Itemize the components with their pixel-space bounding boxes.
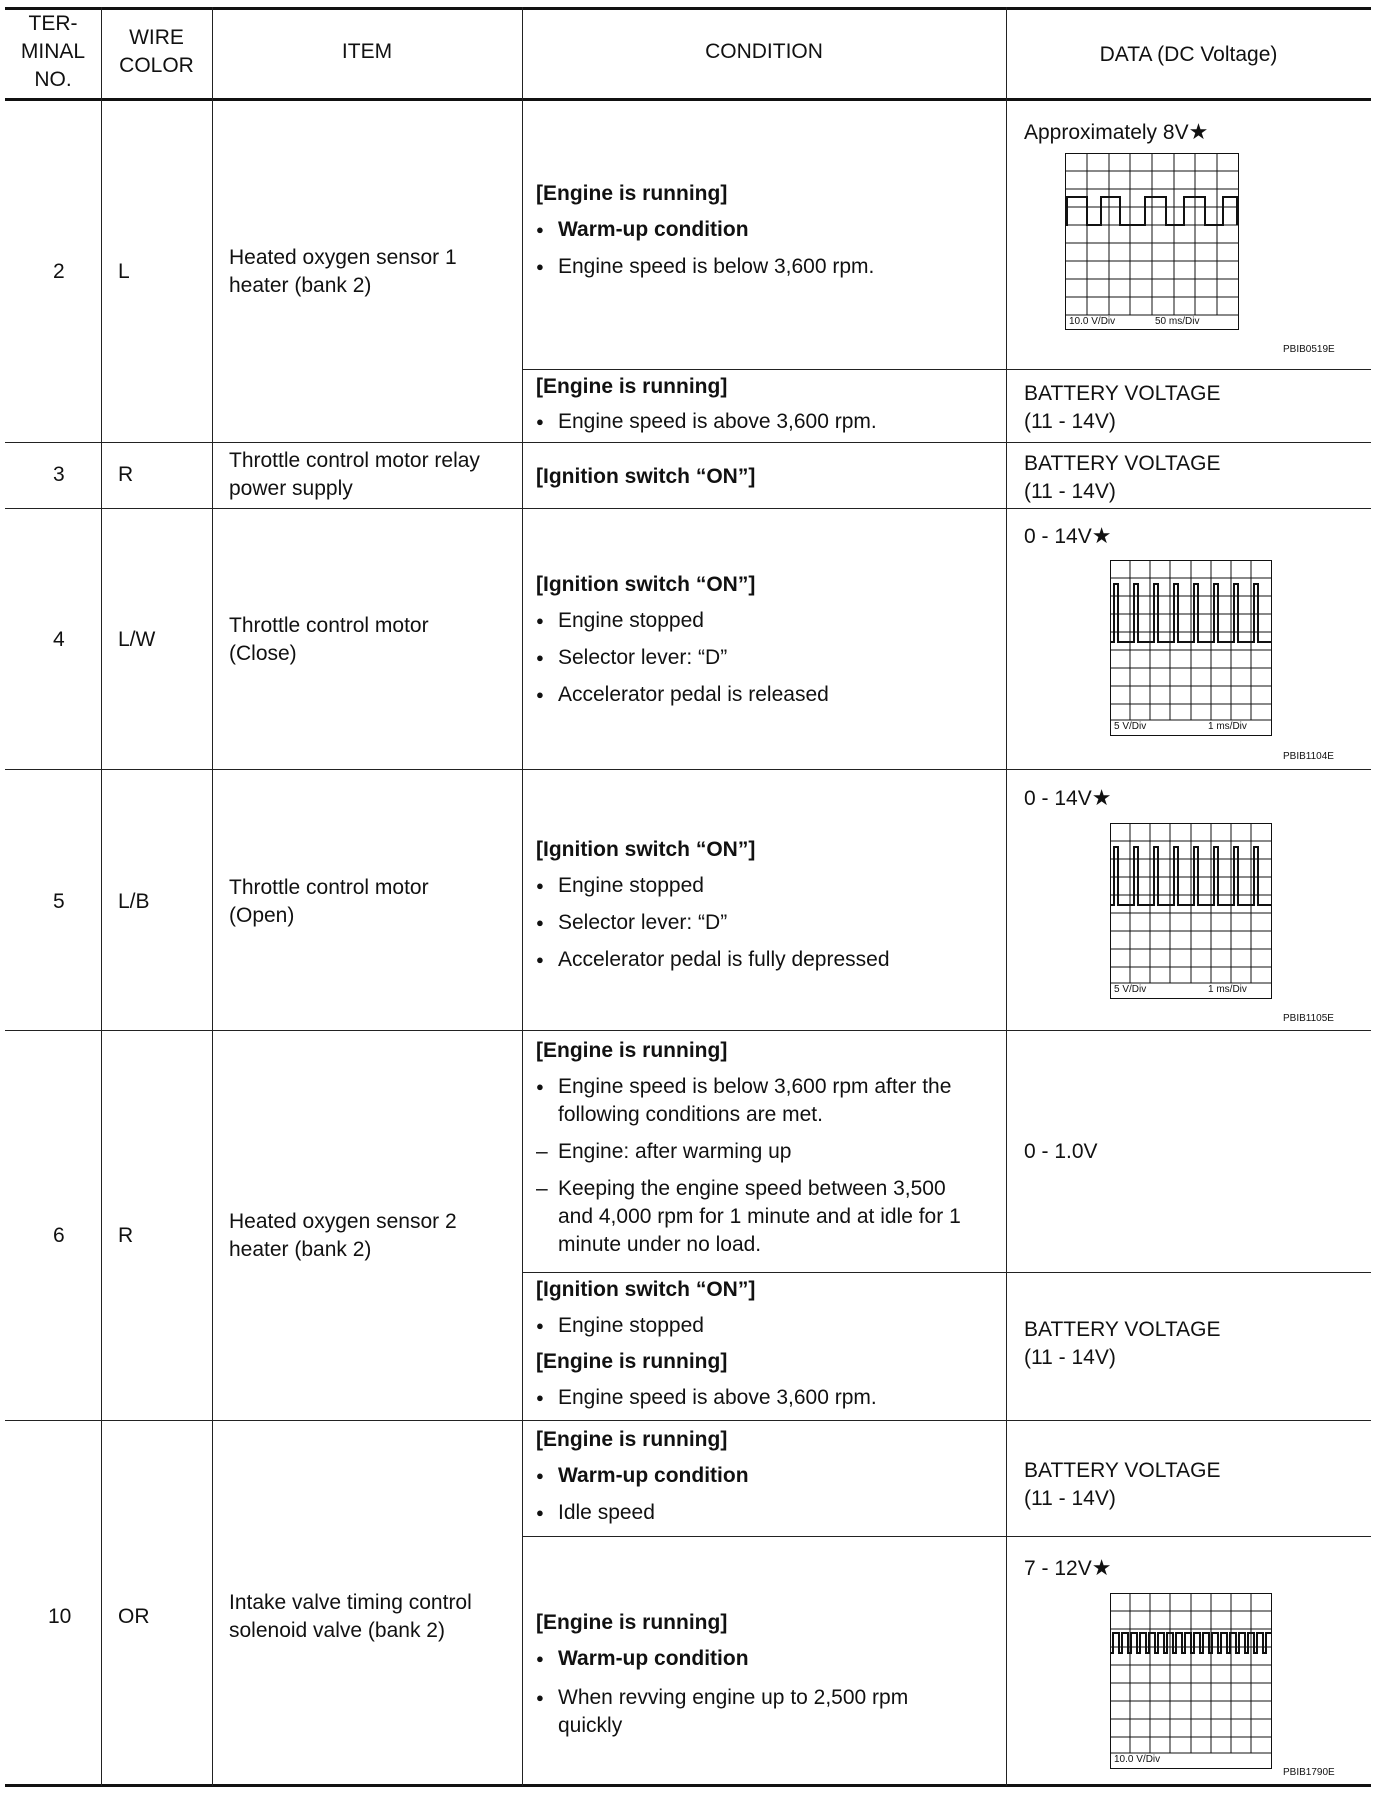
wire-color: L (118, 260, 130, 283)
figure-code: PBIB1104E (1283, 751, 1334, 762)
column-divider (212, 7, 213, 1786)
condition-bullet: ● Selector lever: “D” (536, 644, 727, 672)
header-data: DATA (DC Voltage) (1099, 43, 1278, 66)
oscilloscope-waveform-icon (1065, 153, 1239, 336)
time-per-div-label: 1 ms/Div (1208, 984, 1247, 995)
figure-code: PBIB1790E (1283, 1767, 1335, 1778)
column-divider (522, 7, 523, 1786)
data-value: BATTERY VOLTAGE (11 - 14V) (1024, 452, 1221, 503)
row-divider (522, 1272, 1371, 1273)
row-divider (522, 369, 1371, 370)
terminal-number: 4 (53, 628, 65, 651)
volts-per-div-label: 5 V/Div (1114, 721, 1147, 732)
wire-color: R (118, 463, 134, 486)
item-name: Throttle control motor relay power supply (229, 449, 480, 500)
data-value: 7 - 12V★ (1024, 1555, 1112, 1580)
data-value: 0 - 14V★ (1024, 785, 1112, 810)
condition-bullet: ● Engine speed is above 3,600 rpm. (536, 1384, 877, 1412)
data-value: Approximately 8V★ (1024, 119, 1209, 144)
column-divider (101, 7, 102, 1786)
terminal-number: 3 (53, 463, 65, 486)
oscilloscope-waveform-icon (1110, 1593, 1272, 1774)
table-top-rule (5, 7, 1371, 10)
condition-bullet: ● Warm-up condition (536, 1462, 749, 1490)
wire-color: OR (118, 1605, 150, 1628)
data-value: 0 - 1.0V (1024, 1140, 1098, 1163)
condition-heading: [Ignition switch “ON”] (536, 465, 756, 488)
star-icon: ★ (1091, 1555, 1112, 1580)
row-divider (5, 442, 1371, 443)
volts-per-div-label: 10.0 V/Div (1114, 1754, 1161, 1765)
data-value: BATTERY VOLTAGE (11 - 14V) (1024, 1318, 1221, 1369)
star-icon: ★ (1091, 523, 1112, 548)
condition-bullet: ● Warm-up condition (536, 1645, 749, 1673)
row-divider (5, 1030, 1371, 1031)
condition-bullet: ● Engine stopped (536, 1312, 704, 1340)
condition-bullet: ● Engine speed is below 3,600 rpm after the following conditions are met. (536, 1073, 951, 1129)
item-name: Heated oxygen sensor 2 heater (bank 2) (229, 1210, 457, 1261)
time-per-div-label: 1 ms/Div (1208, 721, 1247, 732)
volts-per-div-label: 5 V/Div (1114, 984, 1147, 995)
condition-subitem: – Engine: after warming up (536, 1138, 791, 1166)
condition-bullet: ● Engine speed is below 3,600 rpm. (536, 253, 874, 281)
star-icon: ★ (1188, 119, 1209, 144)
item-name: Heated oxygen sensor 1 heater (bank 2) (229, 246, 457, 297)
condition-bullet: ● Warm-up condition (536, 216, 749, 244)
figure-code: PBIB1105E (1283, 1013, 1334, 1024)
condition-heading: [Ignition switch “ON”] (536, 1278, 756, 1301)
row-divider (5, 1420, 1371, 1421)
header-item: ITEM (341, 40, 393, 63)
condition-bullet: ● Accelerator pedal is released (536, 681, 829, 709)
table-bottom-rule (5, 1784, 1371, 1787)
column-divider (1006, 7, 1007, 1786)
header-terminal: TER- MINAL NO. (20, 12, 86, 91)
terminal-number: 5 (53, 890, 65, 913)
header-wire-color: WIRE COLOR (119, 26, 194, 77)
terminal-number: 6 (53, 1224, 65, 1247)
terminal-number: 10 (48, 1605, 72, 1628)
condition-heading: [Engine is running] (536, 1039, 728, 1062)
condition-heading: [Ignition switch “ON”] (536, 573, 756, 596)
item-name: Intake valve timing control solenoid valve (bank 2) (229, 1591, 472, 1642)
condition-bullet: ● Accelerator pedal is fully depressed (536, 946, 890, 974)
condition-bullet: ● When revving engine up to 2,500 rpm quickly (536, 1684, 908, 1740)
condition-heading: [Engine is running] (536, 1428, 728, 1451)
condition-heading: [Engine is running] (536, 375, 728, 398)
oscilloscope-waveform-icon (1110, 823, 1272, 1004)
header-condition: CONDITION (705, 40, 823, 63)
wire-color: R (118, 1224, 134, 1247)
terminal-number: 2 (53, 260, 65, 283)
condition-bullet: ● Engine stopped (536, 607, 704, 635)
wire-color: L/W (118, 628, 156, 651)
data-value: BATTERY VOLTAGE (11 - 14V) (1024, 382, 1221, 433)
data-value: BATTERY VOLTAGE (11 - 14V) (1024, 1459, 1221, 1510)
condition-heading: [Engine is running] (536, 1350, 728, 1373)
terminal-data-table (5, 7, 1371, 1787)
header-rule (5, 98, 1371, 101)
condition-heading: [Engine is running] (536, 1611, 728, 1634)
condition-subitem: – Keeping the engine speed between 3,500 and 4,000 rpm for 1 minute and at idle for 1 minute under no load. (536, 1175, 961, 1259)
condition-bullet: ● Idle speed (536, 1499, 655, 1527)
oscilloscope-waveform-icon (1110, 560, 1272, 741)
figure-code: PBIB0519E (1283, 344, 1335, 355)
condition-bullet: ● Engine speed is above 3,600 rpm. (536, 408, 877, 436)
row-divider (522, 1536, 1371, 1537)
condition-heading: [Ignition switch “ON”] (536, 838, 756, 861)
condition-bullet: ● Engine stopped (536, 872, 704, 900)
row-divider (5, 508, 1371, 509)
time-per-div-label: 50 ms/Div (1155, 316, 1200, 327)
condition-bullet: ● Selector lever: “D” (536, 909, 727, 937)
item-name: Throttle control motor (Close) (229, 614, 429, 665)
wire-color: L/B (118, 890, 150, 913)
star-icon: ★ (1091, 785, 1112, 810)
volts-per-div-label: 10.0 V/Div (1069, 316, 1116, 327)
data-value: 0 - 14V★ (1024, 523, 1112, 548)
row-divider (5, 769, 1371, 770)
condition-heading: [Engine is running] (536, 182, 728, 205)
item-name: Throttle control motor (Open) (229, 876, 429, 927)
